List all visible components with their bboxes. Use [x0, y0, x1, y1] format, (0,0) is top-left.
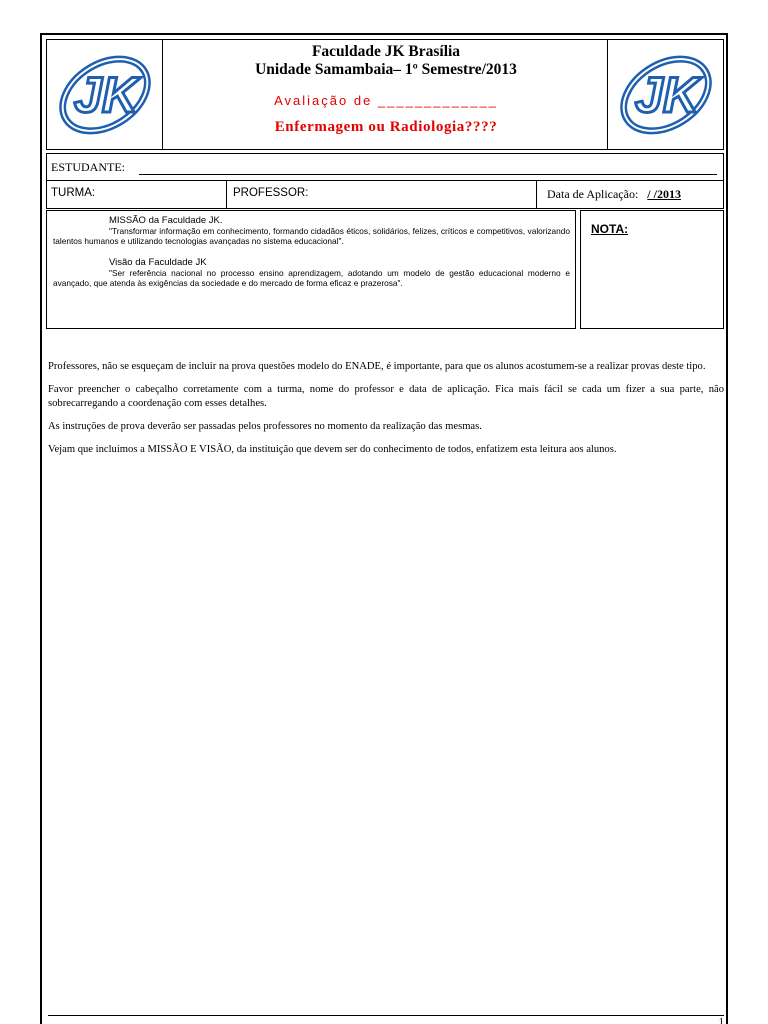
mission-vision-box	[46, 210, 576, 329]
mission-title: MISSÃO da Faculdade JK.	[109, 215, 223, 226]
logo-lettering: JK	[635, 67, 699, 123]
vision-title: Visão da Faculdade JK	[109, 257, 207, 268]
student-name-field[interactable]	[139, 174, 717, 175]
grade-label: NOTA:	[591, 222, 629, 236]
date-field[interactable]	[537, 181, 723, 208]
student-info-form	[46, 153, 724, 209]
instructions	[48, 360, 724, 466]
professor-label: PROFESSOR:	[233, 187, 309, 199]
class-row	[47, 181, 723, 208]
logo-lettering: JK	[74, 67, 138, 123]
unit-semester: Unidade Samambaia– 1º Semestre/2013	[255, 61, 517, 78]
date-value: / /2013	[647, 187, 681, 201]
professor-field[interactable]	[227, 181, 537, 208]
page-number: 1	[718, 1016, 724, 1024]
date-label: Data de Aplicação:	[547, 187, 639, 201]
vision-text: "Ser referência nacional no processo ensino aprendizagem, adotando um modelo de gestão educacional moderno e avançado, que atenda às exigências da sociedade e do mercado de forma eficaz e prazerosa".	[53, 268, 570, 288]
student-row	[47, 154, 723, 181]
logo-left	[46, 39, 163, 150]
instruction-paragraph: Favor preencher o cabeçalho corretamente com a turma, nome do professor e data de aplicação. Fica mais fácil se cada um fizer a sua parte, não sobrecarregando a coordenação com esses detalhes.	[48, 384, 724, 409]
instruction-paragraph: As instruções de prova deverão ser passadas pelos professores no momento da realização das mesmas.	[48, 421, 482, 432]
instruction-paragraph: Vejam que incluímos a MISSÃO E VISÃO, da instituição que devem ser do conhecimento de todos, enfatizem esta leitura aos alunos.	[48, 444, 617, 455]
jk-logo-icon	[614, 52, 718, 138]
jk-logo-icon	[53, 52, 157, 138]
logo-right	[607, 39, 724, 150]
exam-header	[46, 39, 724, 150]
evaluation-title: Avaliação de _____________	[274, 93, 498, 108]
course-name: Enfermagem ou Radiologia????	[274, 119, 498, 135]
student-label: ESTUDANTE:	[51, 160, 125, 174]
class-label: TURMA:	[51, 187, 96, 199]
institution-name: Faculdade JK Brasília	[311, 43, 461, 60]
header-titles	[163, 40, 609, 149]
grade-box[interactable]	[580, 210, 724, 329]
footer-divider	[48, 1015, 724, 1016]
mission-text: "Transformar informação em conhecimento, formando cidadãos éticos, solidários, felizes, críticos e competitivos, valorizando talentos humanos e utilizando tecnologias avançadas no sistema educacional".	[53, 226, 570, 246]
instruction-paragraph: Professores, não se esqueçam de incluir na prova questões modelo do ENADE, é importante, para que os alunos acostumem-se a realizar provas deste tipo.	[48, 361, 706, 372]
class-field[interactable]	[47, 181, 227, 208]
exam-page	[40, 33, 728, 1024]
